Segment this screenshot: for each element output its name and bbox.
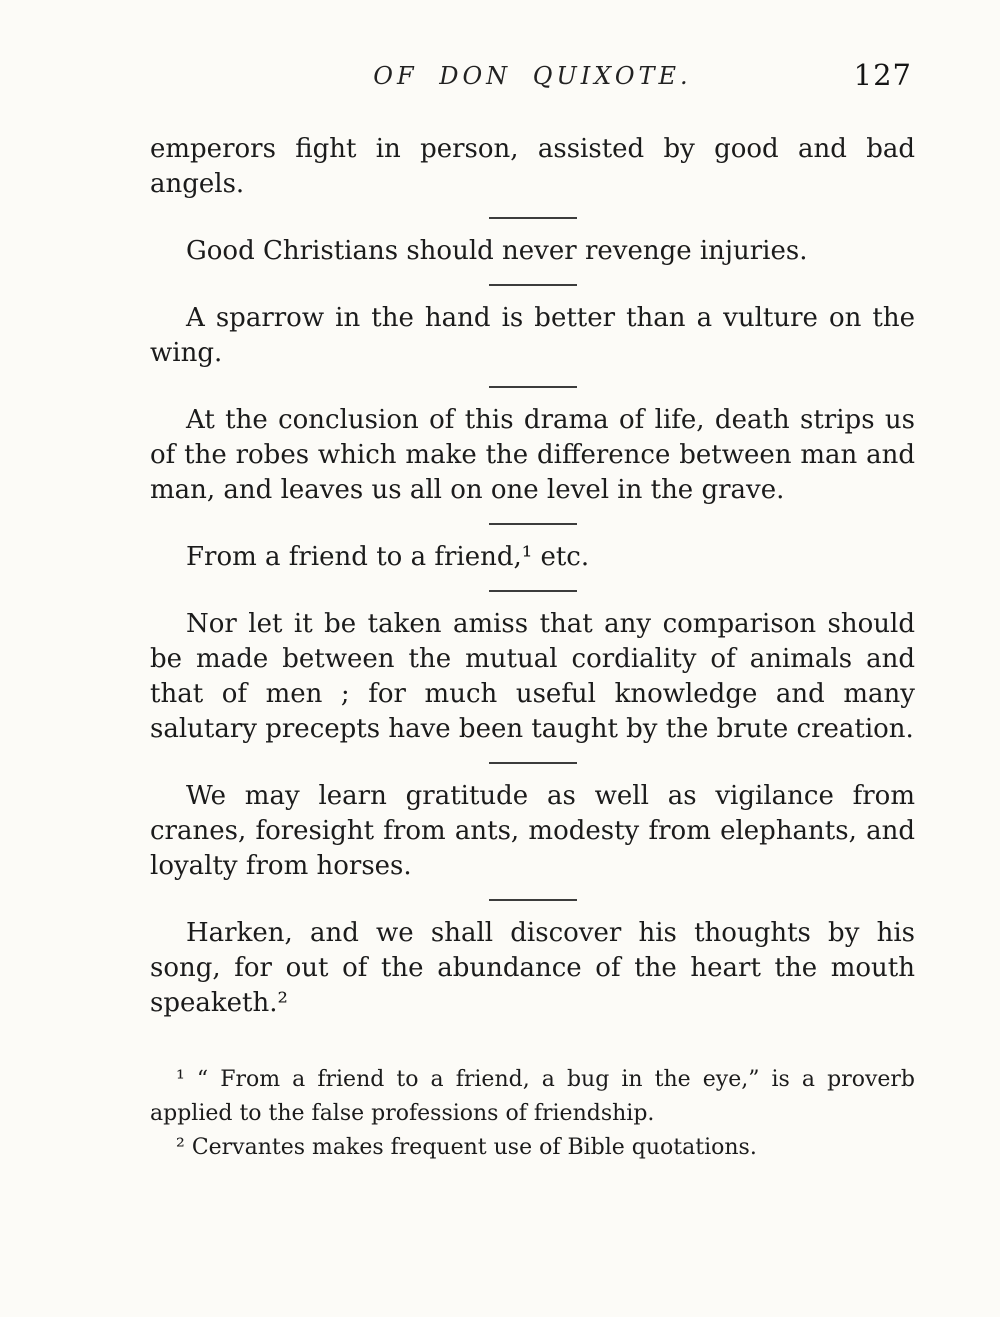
section-divider [489,899,577,901]
section-divider [489,590,577,592]
paragraph: Nor let it be taken amiss that any comparison should be made between the mutual cordiality of animals and that of men ; for much useful knowledge and many salutary precepts have been taught by the brute creation. [150,609,915,744]
paragraph: At the conclusion of this drama of life, death strips us of the robes which make the difference between man and man, and leaves us all on one level in the grave. [150,405,915,505]
page-number: 127 [853,58,912,92]
paragraph: Good Christians should never revenge injuries. [186,236,808,266]
section-divider [489,217,577,219]
footnote: ¹ “ From a friend to a friend, a bug in the eye,” is a proverb applied to the false professions of friendship. [150,1067,915,1126]
footnotes-section [150,1063,915,1165]
paragraph: emperors fight in person, assisted by good and bad angels. [150,134,915,199]
paragraph: A sparrow in the hand is better than a vulture on the wing. [150,303,915,368]
section-divider [489,284,577,286]
section-divider [489,386,577,388]
paragraph: We may learn gratitude as well as vigilance from cranes, foresight from ants, modesty from elephants, and loyalty from horses. [150,781,915,881]
page-header [0,0,1000,100]
paragraph: From a friend to a friend,¹ etc. [186,542,590,572]
section-divider [489,762,577,764]
running-title: OF DON QUIXOTE. [373,62,692,90]
footnote: ² Cervantes makes frequent use of Bible quotations. [176,1135,757,1160]
page-body-text [150,132,915,1021]
paragraph: Harken, and we shall discover his thoughts by his song, for out of the abundance of the heart the mouth speaketh.² [150,918,915,1018]
section-divider [489,523,577,525]
